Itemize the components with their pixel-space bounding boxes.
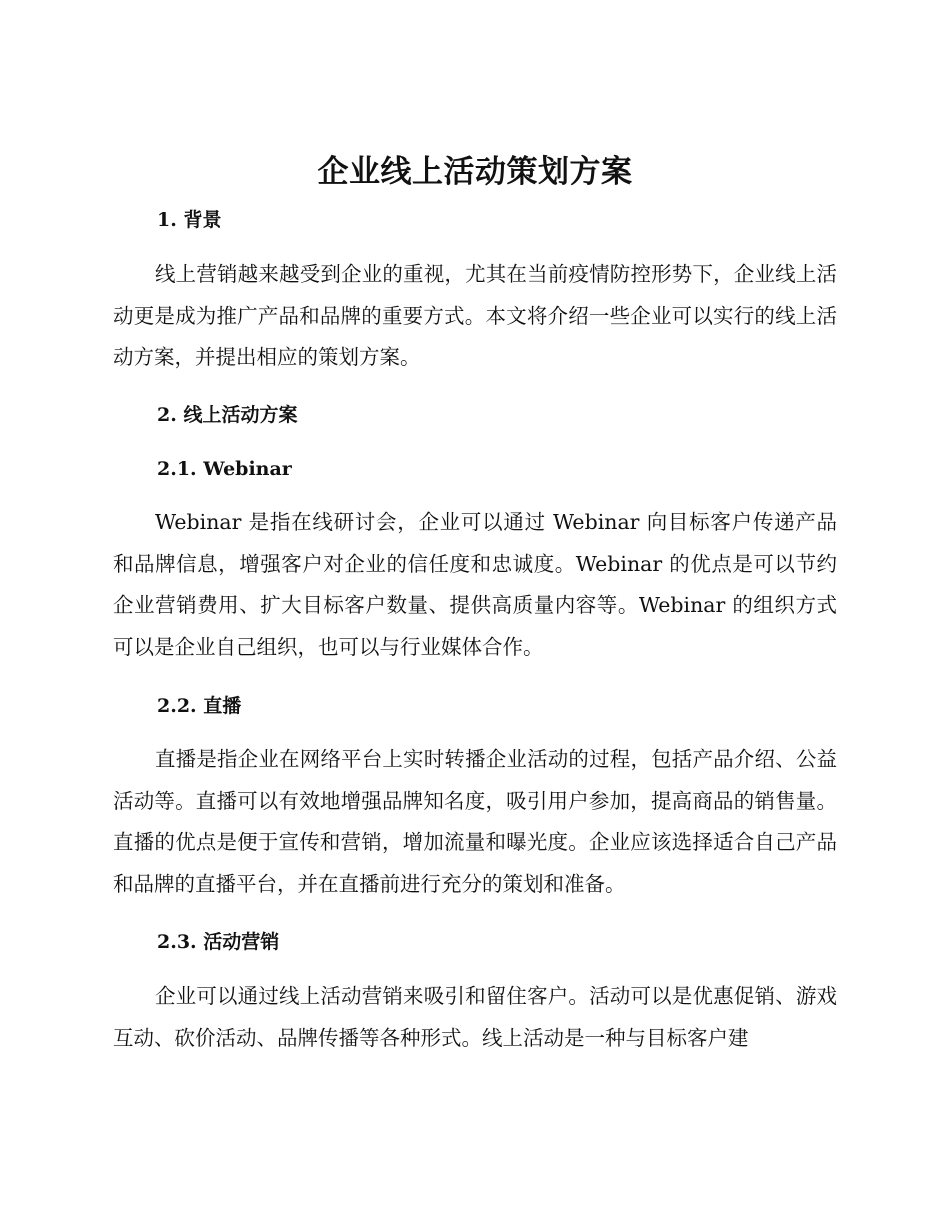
section-paragraph-event-marketing: 企业可以通过线上活动营销来吸引和留住客户。活动可以是优惠促销、游戏互动、砍价活动、品牌传播等各种形式。线上活动是一种与目标客户建 <box>113 984 837 1050</box>
document-title: 企业线上活动策划方案 <box>317 154 633 190</box>
section-heading-webinar: 2.1. Webinar <box>157 458 292 480</box>
section-heading-background: 1. 背景 <box>157 209 222 231</box>
section-paragraph-webinar: Webinar 是指在线研讨会，企业可以通过 Webinar 向目标客户传递产品和品牌信息，增强客户对企业的信任度和忠诚度。Webinar 的优点是可以节约企业营销费用、扩大目标客户数量、提供高质量内容等。Webinar 的组织方式可以是企业自己组织，也可以与行业媒体合作。 <box>113 510 837 659</box>
section-paragraph-livestream: 直播是指企业在网络平台上实时转播企业活动的过程，包括产品介绍、公益活动等。直播可以有效地增强品牌知名度，吸引用户参加，提高商品的销售量。直播的优点是便于宣传和营销，增加流量和曝光度。企业应该选择适合自己产品和品牌的直播平台，并在直播前进行充分的策划和准备。 <box>113 747 837 896</box>
section-heading-event-marketing: 2.3. 活动营销 <box>157 931 280 953</box>
section-heading-online-activities: 2. 线上活动方案 <box>157 404 298 426</box>
section-paragraph-background: 线上营销越来越受到企业的重视，尤其在当前疫情防控形势下，企业线上活动更是成为推广产品和品牌的重要方式。本文将介绍一些企业可以实行的线上活动方案，并提出相应的策划方案。 <box>113 262 837 369</box>
section-heading-livestream: 2.2. 直播 <box>157 695 242 717</box>
